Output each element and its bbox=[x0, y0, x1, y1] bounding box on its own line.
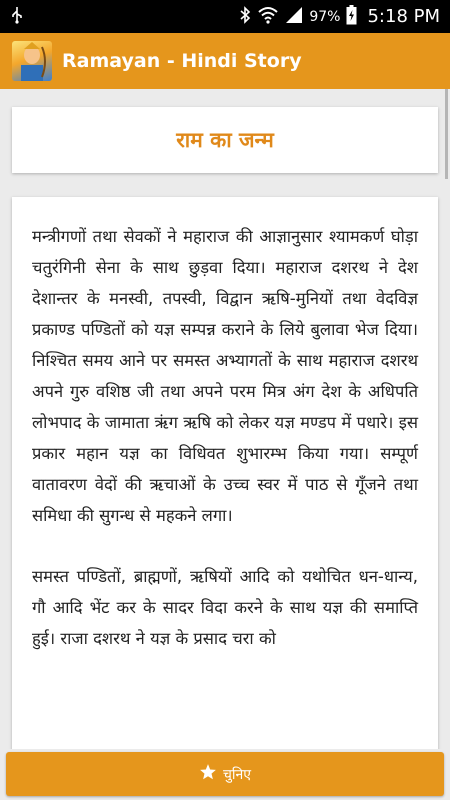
status-bar bbox=[0, 0, 450, 33]
battery-charging-icon bbox=[346, 5, 357, 29]
choose-button[interactable] bbox=[6, 752, 444, 796]
story-paragraph: समस्त पण्डितों, ब्राह्मणों, ऋषियों आदि को यथोचित धन-धान्य, गौ आदि भेंट कर के सादर विदा करने के साथ यज्ञ की समाप्ति हुई। राजा दशरथ ने यज्ञ के प्रसाद चरा को bbox=[32, 567, 418, 648]
battery-percent: 97% bbox=[309, 8, 341, 25]
clock: 5:18 PM bbox=[367, 6, 440, 27]
story-content[interactable] bbox=[0, 89, 450, 749]
app-logo-icon bbox=[12, 41, 52, 81]
wifi-icon bbox=[257, 6, 279, 28]
app-title: Ramayan - Hindi Story bbox=[62, 50, 302, 72]
app-bar bbox=[0, 33, 450, 89]
star-icon bbox=[199, 763, 217, 785]
signal-icon bbox=[285, 6, 303, 28]
chapter-title: राम का जन्म bbox=[176, 128, 274, 152]
bottom-bar bbox=[0, 749, 450, 800]
usb-icon bbox=[10, 6, 24, 28]
story-text bbox=[12, 197, 438, 654]
bluetooth-icon bbox=[239, 6, 251, 28]
choose-button-label: चुनिए bbox=[222, 766, 252, 783]
scrollbar[interactable] bbox=[445, 89, 448, 179]
story-card bbox=[12, 197, 438, 749]
chapter-title-card bbox=[12, 107, 438, 173]
story-paragraph: मन्त्रीगणों तथा सेवकों ने महाराज की आज्ञानुसार श्यामकर्ण घोड़ा चतुरंगिनी सेना के साथ छुड़वा दिया। महाराज दशरथ ने देश देशान्तर के मनस्वी, तपस्वी, विद्वान ऋषि-मुनियों तथा वेदविज्ञ प्रकाण्ड पण्डितों को यज्ञ सम्पन्न कराने के लिये बुलावा भेज दिया। निश्चित समय आने पर समस्त अभ्यागतों के साथ महाराज दशरथ अपने गुरु वशिष्ठ जी तथा अपने परम मित्र अंग देश के अधिपति लोभपाद के जामाता ऋंग ऋषि को लेकर यज्ञ मण्डप में पधारे। इस प्रकार महान यज्ञ का विधिवत शुभारम्भ किया गया। सम्पूर्ण वातावरण वेदों की ऋचाओं के उच्च स्वर में पाठ से गूँजने तथा समिधा की सुगन्ध से महकने लगा। bbox=[32, 227, 418, 525]
